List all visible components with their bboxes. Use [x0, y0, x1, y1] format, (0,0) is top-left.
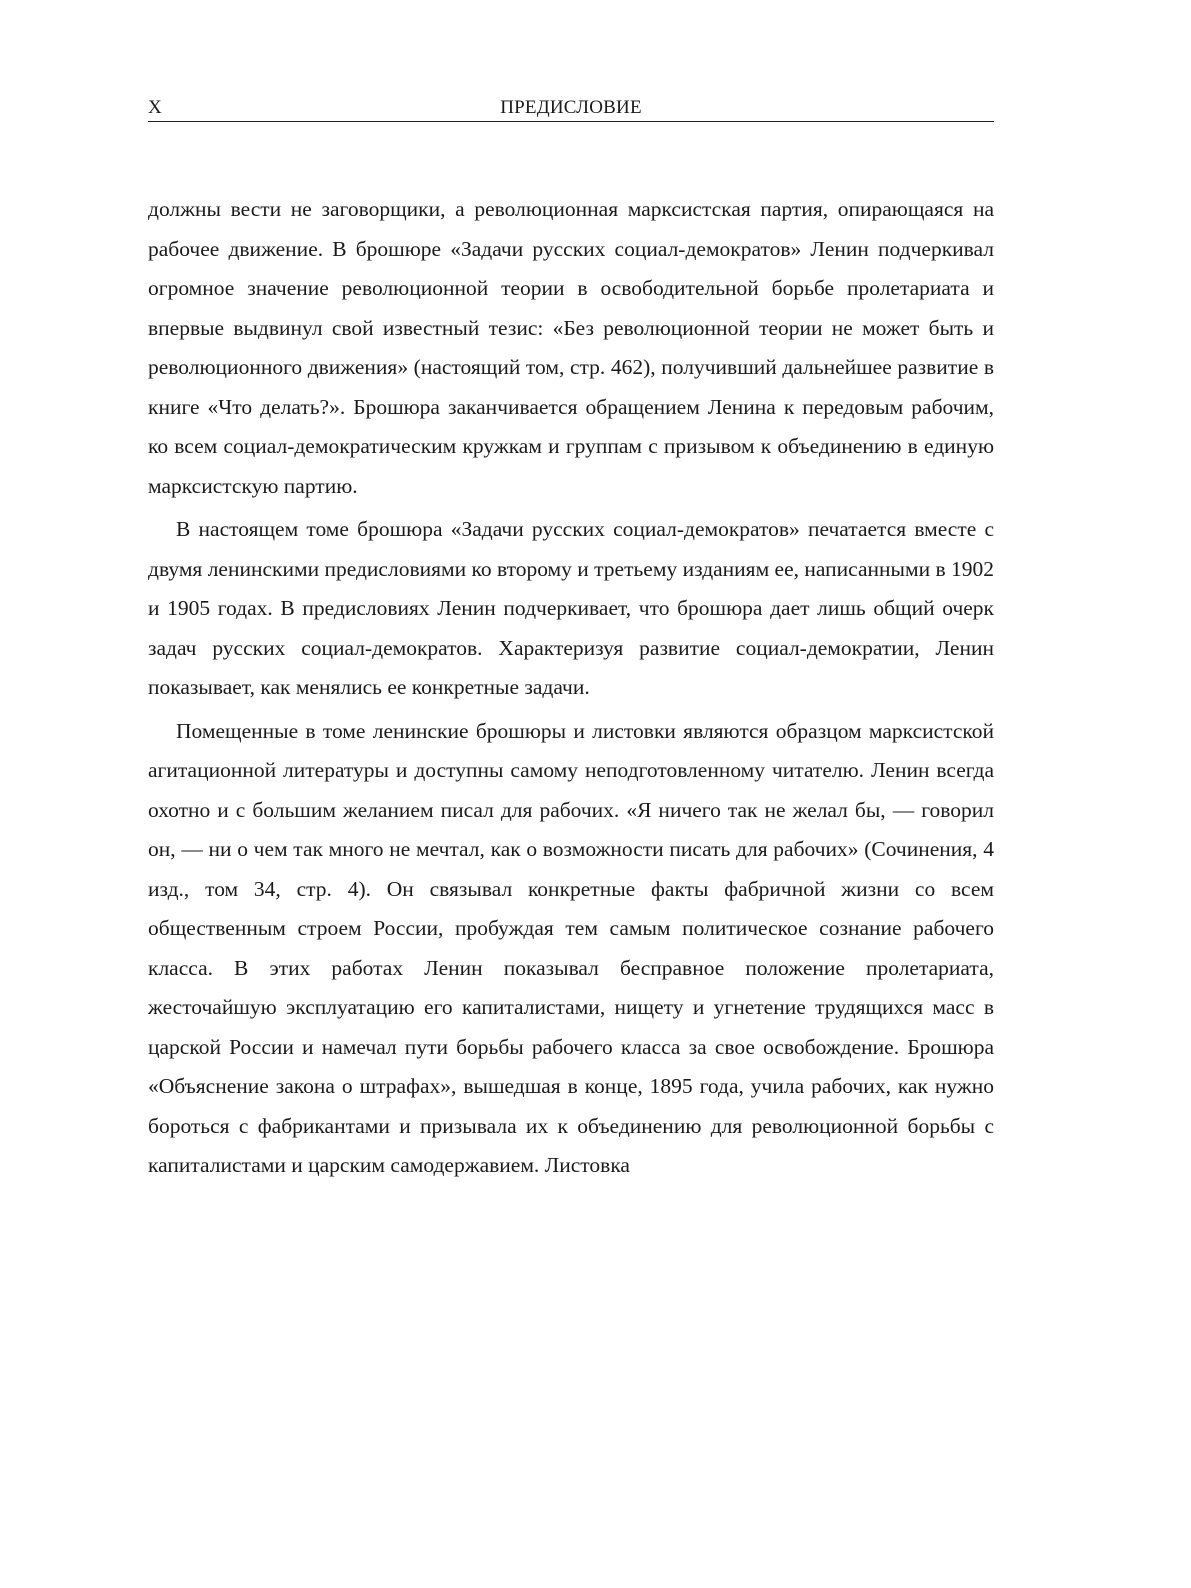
paragraph: В настоящем томе брошюра «Задачи русских социал-демократов» печатается вместе с двумя ленинскими предисловиями ко второму и третьему изданиям ее, написанными в 1902 и 1905 годах. В предисловиях Ленин подчеркивает, что брошюра дает лишь общий очерк задач русских социал-демократов. Характеризуя развитие социал-демократии, Ленин показывает, как менялись ее конкретные задачи. [148, 517, 994, 699]
body-text [148, 190, 994, 1186]
page-number: X [148, 97, 162, 118]
paragraph: Помещенные в томе ленинские брошюры и листовки являются образцом марксистской агитационной литературы и доступны самому неподготовленному читателю. Ленин всегда охотно и с большим желанием писал для рабочих. «Я ничего так не желал бы, — говорил он, — ни о чем так много не мечтал, как о возможности писать для рабочих» (Сочинения, 4 изд., том 34, стр. 4). Он связывал конкретные факты фабричной жизни со всем общественным строем России, пробуждая тем самым политическое сознание рабочего класса. В этих работах Ленин показывал бесправное положение пролетариата, жесточайшую эксплуатацию его капиталистами, нищету и угнетение трудящихся масс в царской России и намечал пути борьбы рабочего класса за свое освобождение. Брошюра «Объяснение закона о штрафах», вышедшая в конце, 1895 года, учила рабочих, как нужно бороться с фабрикантами и призывала их к объединению для революционной борьбы с капиталистами и царским самодержавием. Листовка [148, 718, 994, 1177]
running-title: ПРЕДИСЛОВИЕ [500, 97, 642, 118]
running-header [148, 97, 994, 122]
paragraph: должны вести не заговорщики, а революционная марксистская партия, опирающаяся на рабочее движение. В брошюре «Задачи русских социал-демократов» Ленин подчеркивал огромное значение революционной теории в освободительной борьбе пролетариата и впервые выдвинул свой известный тезис: «Без революционной теории не может быть и революционного движения» (настоящий том, стр. 462), получивший дальнейшее развитие в книге «Что делать?». Брошюра заканчивается обращением Ленина к передовым рабочим, ко всем социал-демократическим кружкам и группам с призывом к объединению в единую марксистскую партию. [148, 197, 994, 498]
